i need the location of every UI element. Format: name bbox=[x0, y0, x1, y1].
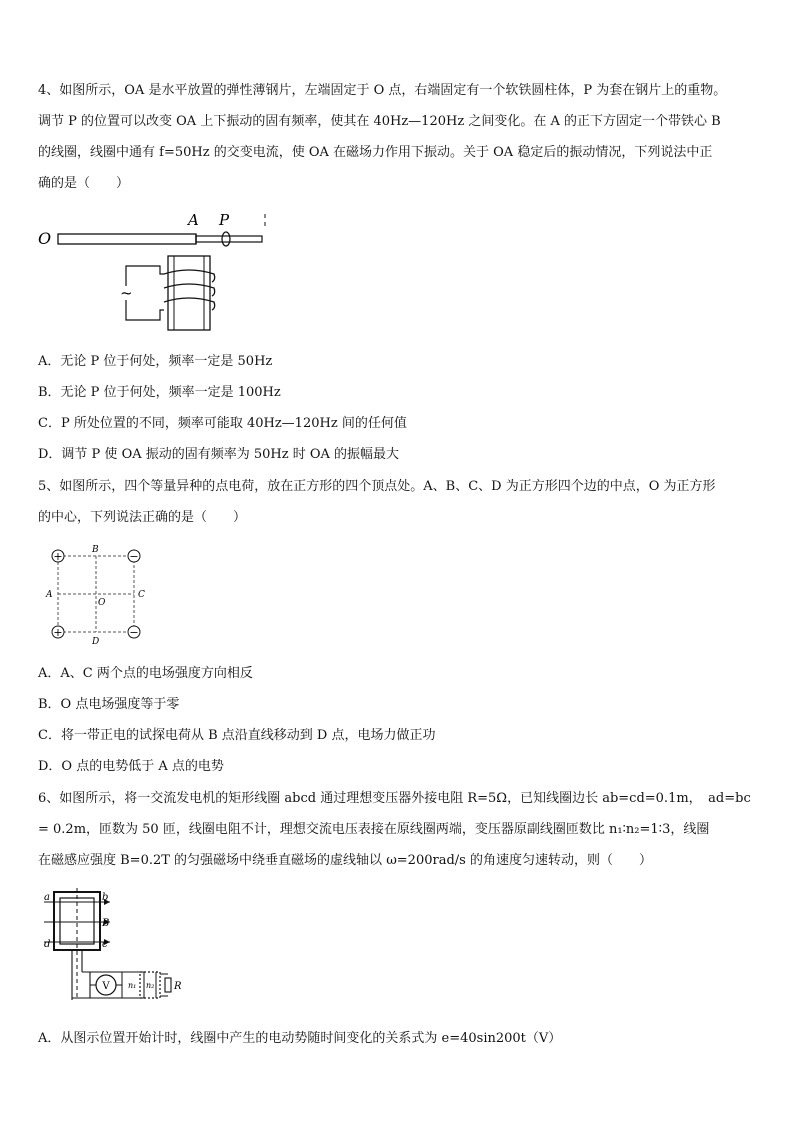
secondary-turns-label: n₂ bbox=[146, 981, 155, 990]
q5-option-c: C．将一带正电的试探电荷从 B 点沿直线移动到 D 点，电场力做正功 bbox=[38, 728, 436, 743]
q4-option-a: A．无论 P 位于何处，频率一定是 50Hz bbox=[38, 354, 273, 369]
q4-label-P: P bbox=[219, 211, 230, 229]
weight-P bbox=[222, 232, 230, 246]
q6-option-a: A．从图示位置开始计时，线圈中产生的电动势随时间变化的关系式为 e=40sin200t（V） bbox=[38, 1031, 562, 1046]
q5-line-2: 的中心，下列说法正确的是（ ） bbox=[38, 510, 247, 525]
q5-line-1: 5、如图所示，四个等量异种的点电荷，放在正方形的四个顶点处。A、B、C、D 为正方形四个边的中点，O 为正方形 bbox=[38, 479, 716, 494]
charge-bottom-right bbox=[128, 626, 140, 639]
resistor-icon bbox=[165, 978, 171, 992]
field-label-B: B bbox=[102, 918, 110, 929]
q4-option-d: D．调节 P 使 OA 振动的固有频率为 50Hz 时 OA 的振幅最大 bbox=[38, 447, 400, 462]
q4-option-b: B．无论 P 位于何处，频率一定是 100Hz bbox=[38, 385, 281, 400]
q4-line-4: 确的是（ ） bbox=[38, 176, 130, 191]
q6-figure bbox=[40, 888, 190, 1008]
charge-bottom-left bbox=[52, 626, 64, 639]
point-C-label: C bbox=[138, 590, 145, 600]
svg-text:−: − bbox=[129, 550, 139, 563]
q6-line-2: = 0.2m，匝数为 50 匝，线圈电阻不计，理想交流电压表接在原线圈两端，变压器原副线圈匝数比 n₁∶n₂=1∶3，线圈 bbox=[38, 822, 710, 837]
charge-top-left bbox=[52, 550, 64, 563]
q5-option-d: D．O 点的电势低于 A 点的电势 bbox=[38, 759, 224, 774]
q6-line-3: 在磁感应强度 B=0.2T 的匀强磁场中绕垂直磁场的虚线轴以 ω=200rad/s 的角速度匀速转动，则（ ） bbox=[38, 853, 652, 868]
coil-label-b: b bbox=[102, 892, 109, 903]
ac-source-icon: ~ bbox=[120, 284, 133, 302]
svg-text:−: − bbox=[129, 626, 139, 639]
coil-label-a: a bbox=[44, 892, 50, 903]
coil-windings bbox=[164, 270, 215, 310]
point-O-label: O bbox=[98, 598, 106, 608]
svg-text:+: + bbox=[53, 626, 63, 639]
voltmeter-label: V bbox=[102, 981, 110, 992]
point-B-label: B bbox=[92, 545, 99, 555]
svg-text:+: + bbox=[53, 550, 63, 563]
q4-line-3: 的线圈，线圈中通有 f=50Hz 的交变电流，使 OA 在磁场力作用下振动。关于 OA 稳定后的振动情况，下列说法中正 bbox=[38, 145, 713, 160]
q4-figure bbox=[36, 208, 276, 338]
coil-label-c: c bbox=[102, 939, 108, 950]
point-D-label: D bbox=[92, 637, 100, 647]
steel-strip bbox=[58, 234, 196, 244]
q5-option-b: B．O 点电场强度等于零 bbox=[38, 697, 180, 712]
q5-option-a: A．A、C 两个点的电场强度方向相反 bbox=[38, 666, 253, 681]
charge-top-right bbox=[128, 550, 140, 563]
point-A-label: A bbox=[46, 590, 53, 600]
rectangular-coil bbox=[54, 892, 100, 950]
q6-line-1: 6、如图所示，将一交流发电机的矩形线圈 abcd 通过理想变压器外接电阻 R=5Ω，已知线圈边长 ab=cd=0.1m， ad=bc bbox=[38, 791, 751, 806]
q4-label-O: O bbox=[38, 229, 52, 248]
coil-label-d: d bbox=[44, 939, 51, 950]
q4-line-2: 调节 P 的位置可以改变 OA 上下振动的固有频率，使其在 40Hz—120Hz 之间变化。在 A 的正下方固定一个带铁心 B bbox=[38, 114, 721, 129]
q4-line-1: 4、如图所示，OA 是水平放置的弹性薄钢片，左端固定于 O 点，右端固定有一个软铁圆柱体，P 为套在钢片上的重物。 bbox=[38, 83, 727, 98]
q5-figure bbox=[44, 542, 154, 647]
q4-label-A: A bbox=[188, 211, 199, 229]
iron-cylinder bbox=[196, 236, 262, 242]
q4-option-c: C．P 所处位置的不同，频率可能取 40Hz—120Hz 间的任何值 bbox=[38, 416, 407, 431]
primary-turns-label: n₁ bbox=[128, 981, 137, 990]
resistor-label: R bbox=[174, 981, 182, 992]
